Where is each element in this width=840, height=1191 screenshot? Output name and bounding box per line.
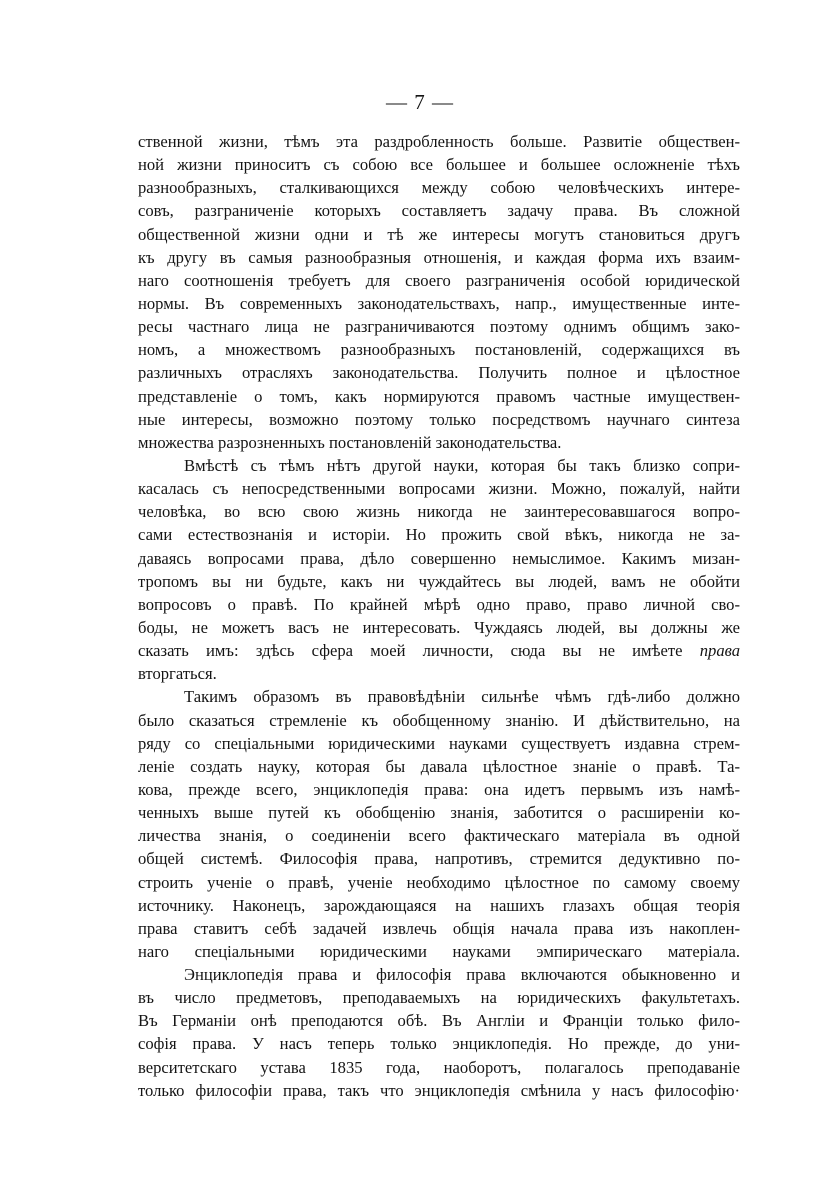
text-line: совъ, разграниченіе которыхъ составляетъ задачу права. Въ сложной [138,201,740,221]
text-line: вторгаться. [138,664,217,684]
text-line: строить ученіе о правѣ, ученіе необходимо цѣлостное по самому своему [138,872,740,892]
text-line: различныхъ отрасляхъ законодательства. Получить полное и цѣлостное [138,363,740,383]
text-line: верситетскаго устава 1835 года, наоборотъ, полагалось преподаваніе [138,1057,740,1077]
text-line: человѣка, во всю свою жизнь никогда не заинтересовавшагося вопро- [138,502,740,522]
text-line: ственной жизни, тѣмъ эта раздробленность больше. Развитіе обществен- [138,132,740,151]
text-line: ресы частнаго лица не разграничиваются поэтому однимъ общимъ зако- [138,317,740,337]
text-line: Вмѣстѣ съ тѣмъ нѣтъ другой науки, которая бы такъ близко сопри- [184,455,740,475]
text-line: было сказаться стремленіе къ обобщенному знанію. И дѣйствительно, на [138,710,740,730]
paragraph-1 [138,130,740,454]
text-line-with-italic [138,639,740,662]
paragraph-3 [138,685,740,963]
text-line: сами естествознанія и исторіи. Но прожить свой вѣкъ, никогда не за- [138,525,740,545]
text-line: права ставитъ себѣ задачей извлечь общія начала права изъ накоплен- [138,918,740,938]
text-line: софія права. У насъ теперь только энциклопедія. Но прежде, до уни- [138,1034,740,1054]
text-line: ной жизни приноситъ съ собою все большее и большее осложненіе тѣхъ [138,155,740,175]
text-line: общей системѣ. Философія права, напротивъ, стремится дедуктивно по- [138,849,740,869]
text-line: номъ, а множествомъ разнообразныхъ постановленій, содержащихся въ [138,340,740,360]
text-line: кова, прежде всего, энциклопедія права: она идетъ первымъ изъ намѣ- [138,779,740,799]
text-line: представленіе о томъ, какъ нормируются правомъ частные имуществен- [138,386,740,406]
text-line: касалась съ непосредственными вопросами жизни. Можно, пожалуй, найти [138,479,740,499]
text-line: въ число предметовъ, преподаваемыхъ на юридическихъ факультетахъ. [138,988,740,1008]
paragraph-4 [138,963,740,1102]
text-line: вопросовъ о правѣ. По крайней мѣрѣ одно право, право личной сво- [138,594,740,614]
text-line: разнообразныхъ, сталкивающихся между собою человѣческихъ интере- [138,178,740,198]
text-line: ряду со спеціальными юридическими науками существуетъ издавна стрем- [138,733,740,753]
text-line: Въ Германіи онѣ преподаются обѣ. Въ Англіи и Франціи только фило- [138,1011,740,1031]
text-line-start: сказать имъ: здѣсь сфера моей личности, сюда вы не имѣете [138,641,700,661]
text-line: наго спеціальными юридическими науками эмпирическаго матеріала. [138,941,740,961]
text-line: множества разрозненныхъ постановленій законодательства. [138,432,562,452]
text-line: леніе создать науку, которая бы давала цѣлостное знаніе о правѣ. Та- [138,756,740,776]
text-line: нормы. Въ современныхъ законодательствахъ, напр., имущественные инте- [138,293,740,313]
text-line: ные интересы, возможно поэтому только посредствомъ научнаго синтеза [138,409,740,429]
text-line: даваясь вопросами права, дѣло совершенно немыслимое. Какимъ мизан- [138,548,740,568]
text-line: Такимъ образомъ въ правовѣдѣніи сильнѣе чѣмъ гдѣ-либо должно [184,687,740,707]
text-line: наго соотношенія требуетъ для своего разграниченія особой юридической [138,270,740,290]
text-line: боды, не можетъ васъ не интересовать. Чуждаясь людей, вы должны же [138,617,740,637]
text-line: только философіи права, такъ что энциклопедія смѣнила у насъ философію· [138,1080,740,1100]
body-text [138,130,740,1102]
page-number: — 7 — [386,90,454,114]
text-line: ченныхъ выше путей къ обобщенію знанія, заботится о расширеніи ко- [138,803,740,823]
text-line: къ другу въ самыя разнообразныя отношенія, и каждая форма ихъ взаим- [138,247,740,267]
text-line: общественной жизни одни и тѣ же интересы могутъ становиться другъ [138,224,740,244]
text-line: Энциклопедія права и философія права включаются обыкновенно и [184,965,740,985]
text-line: личества знанія, о соединеніи всего фактическаго матеріала въ одной [138,826,740,846]
italic-word: права [699,641,740,661]
text-line: источнику. Наконецъ, зарождающаяся на нашихъ глазахъ общая теорія [138,895,740,915]
paragraph-2 [138,454,740,685]
text-line: тропомъ вы ни будьте, какъ ни чуждайтесь вы людей, вамъ не обойти [138,571,740,591]
